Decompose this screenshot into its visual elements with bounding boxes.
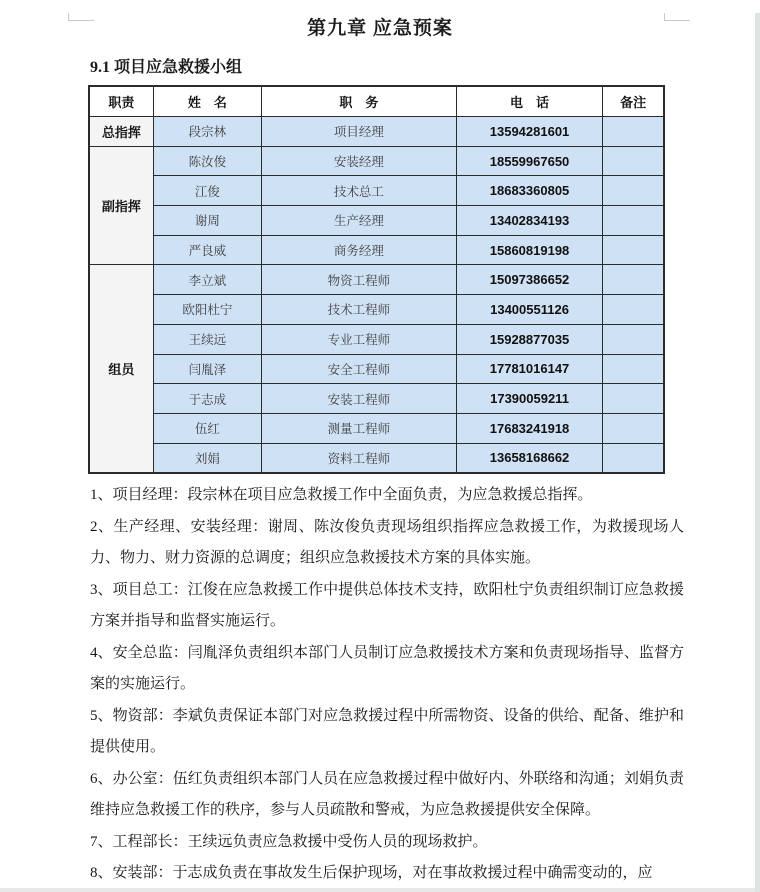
phone-cell: 13658168662	[456, 443, 603, 473]
table-row	[89, 324, 664, 354]
duty-cell: 副指挥	[89, 146, 153, 265]
table-row	[89, 117, 664, 147]
note-cell	[603, 176, 664, 206]
phone-cell: 13594281601	[456, 117, 603, 147]
table-row	[89, 176, 664, 206]
table-header-row	[89, 86, 664, 117]
note-cell	[603, 443, 664, 473]
name-cell: 谢周	[153, 206, 261, 236]
name-cell: 于志成	[153, 384, 261, 414]
name-cell: 陈汝俊	[153, 146, 261, 176]
name-cell: 刘娟	[153, 443, 261, 473]
paragraph-4: 4、安全总监：闫胤泽负责组织本部门人员制订应急救援技术方案和负责现场指导、监督方案的实施运行。	[90, 644, 684, 693]
table-row	[89, 146, 664, 176]
phone-cell: 15097386652	[456, 265, 603, 295]
phone-cell: 18559967650	[456, 146, 603, 176]
chapter-title: 第九章 应急预案	[307, 18, 453, 39]
position-cell: 测量工程师	[262, 413, 457, 443]
phone-cell: 17390059211	[456, 384, 603, 414]
header-duty: 职责	[89, 86, 153, 117]
header-position: 职 务	[262, 86, 457, 117]
position-cell: 资料工程师	[262, 443, 457, 473]
body-paragraphs	[90, 480, 684, 890]
note-cell	[603, 324, 664, 354]
name-cell: 李立斌	[153, 265, 261, 295]
note-cell	[603, 295, 664, 325]
header-name: 姓 名	[153, 86, 261, 117]
paragraph-3: 3、项目总工：江俊在应急救援工作中提供总体技术支持，欧阳杜宁负责组织制订应急救援方案并指导和监督实施运行。	[90, 581, 684, 630]
paragraph-1: 1、项目经理：段宗林在项目应急救援工作中全面负责，为应急救援总指挥。	[90, 487, 593, 504]
phone-cell: 15860819198	[456, 235, 603, 265]
paragraph-7: 7、工程部长：王续远负责应急救援中受伤人员的现场救护。	[90, 833, 488, 850]
position-cell: 商务经理	[262, 235, 457, 265]
document-page	[0, 13, 760, 892]
paragraph-5: 5、物资部：李斌负责保证本部门对应急救援过程中所需物资、设备的供给、配备、维护和提供使用。	[90, 707, 684, 756]
phone-cell: 17781016147	[456, 354, 603, 384]
document-body	[0, 13, 760, 890]
table-row	[89, 265, 664, 295]
name-cell: 王续远	[153, 324, 261, 354]
position-cell: 物资工程师	[262, 265, 457, 295]
paragraph-6: 6、办公室：伍红负责组织本部门人员在应急救援过程中做好内、外联络和沟通；刘娟负责维持应急救援工作的秩序，参与人员疏散和警戒，为应急救援提供安全保障。	[90, 770, 684, 819]
note-cell	[603, 384, 664, 414]
table-row	[89, 384, 664, 414]
phone-cell: 13400551126	[456, 295, 603, 325]
table-row	[89, 295, 664, 325]
paragraph-2: 2、生产经理、安装经理：谢周、陈汝俊负责现场组织指挥应急救援工作，为救援现场人力、物力、财力资源的总调度；组织应急救援技术方案的具体实施。	[90, 518, 684, 567]
header-phone: 电 话	[456, 86, 603, 117]
phone-cell: 17683241918	[456, 413, 603, 443]
table-row	[89, 206, 664, 236]
name-cell: 段宗林	[153, 117, 261, 147]
note-cell	[603, 354, 664, 384]
rescue-team-table	[88, 85, 665, 474]
name-cell: 严良威	[153, 235, 261, 265]
note-cell	[603, 413, 664, 443]
section-heading: 9.1 项目应急救援小组	[90, 59, 243, 76]
note-cell	[603, 235, 664, 265]
position-cell: 生产经理	[262, 206, 457, 236]
table-row	[89, 235, 664, 265]
phone-cell: 13402834193	[456, 206, 603, 236]
note-cell	[603, 117, 664, 147]
name-cell: 伍红	[153, 413, 261, 443]
phone-cell: 18683360805	[456, 176, 603, 206]
note-cell	[603, 206, 664, 236]
duty-cell: 组员	[89, 265, 153, 473]
position-cell: 技术工程师	[262, 295, 457, 325]
phone-cell: 15928877035	[456, 324, 603, 354]
position-cell: 项目经理	[262, 117, 457, 147]
note-cell	[603, 146, 664, 176]
name-cell: 闫胤泽	[153, 354, 261, 384]
note-cell	[603, 265, 664, 295]
position-cell: 专业工程师	[262, 324, 457, 354]
table-row	[89, 443, 664, 473]
table-row	[89, 413, 664, 443]
table-row	[89, 354, 664, 384]
header-note: 备注	[603, 86, 664, 117]
position-cell: 安装经理	[262, 146, 457, 176]
position-cell: 技术总工	[262, 176, 457, 206]
position-cell: 安全工程师	[262, 354, 457, 384]
name-cell: 欧阳杜宁	[153, 295, 261, 325]
duty-cell: 总指挥	[89, 117, 153, 147]
paragraph-8: 8、安装部：于志成负责在事故发生后保护现场，对在事故救援过程中确需变动的，应	[90, 865, 653, 882]
position-cell: 安装工程师	[262, 384, 457, 414]
name-cell: 江俊	[153, 176, 261, 206]
